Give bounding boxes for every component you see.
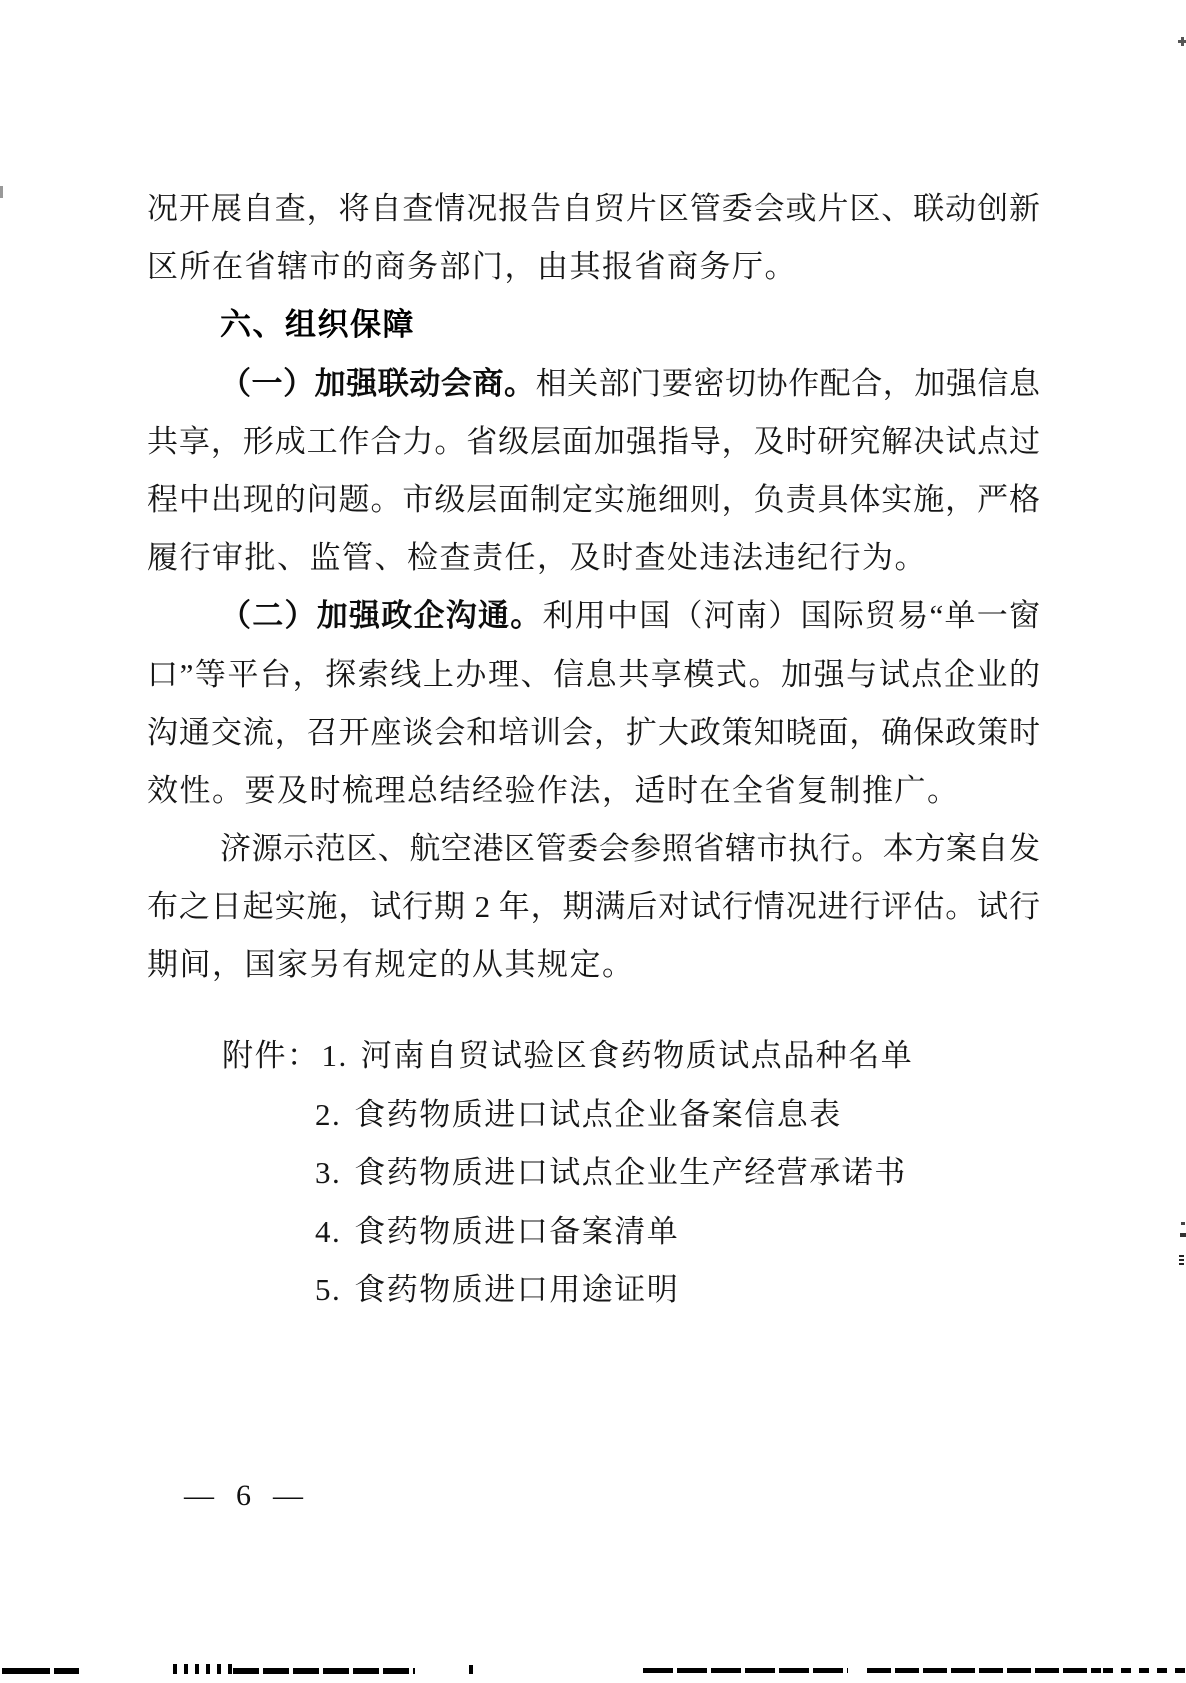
- body-text: 利用中国（河南）国际贸易“单一窗: [542, 598, 1040, 634]
- scan-artifact: [867, 1668, 1101, 1673]
- attachment-item: [147, 1027, 1067, 1086]
- body-line: 口”等平台，探索线上办理、信息共享模式。加强与试点企业的: [147, 656, 1040, 692]
- body-line: 程中出现的问题。市级层面制定实施细则，负责具体实施，严格: [147, 481, 1040, 517]
- scan-artifact: [643, 1668, 848, 1673]
- scan-artifact: [2, 1668, 50, 1674]
- scan-artifact: [1180, 1233, 1186, 1237]
- attachment-title: 河南自贸试验区食药物质试点品种名单: [360, 1038, 914, 1073]
- body-line: 布之日起实施，试行期 2 年，期满后对试行情况进行评估。试行: [147, 889, 1040, 925]
- body-line: 况开展自查，将自查情况报告自贸片区管委会或片区、联动创新: [147, 191, 1040, 226]
- paragraph-lead-label: （一）加强联动会商。: [220, 365, 536, 401]
- body-line: [147, 587, 1040, 645]
- page-number-dash-right: —: [273, 1479, 303, 1512]
- attachments-label: 附件：: [222, 1038, 320, 1073]
- scan-artifact: [173, 1664, 235, 1674]
- page-number-value: 6: [236, 1479, 251, 1512]
- page-number: [184, 1478, 303, 1514]
- attachment-title: 食药物质进口用途证明: [354, 1272, 680, 1308]
- body-line: 区所在省辖市的商务部门，由其报省商务厅。: [147, 249, 797, 285]
- attachment-item: [147, 1086, 1067, 1145]
- body-line: [147, 355, 1040, 413]
- body-text: 相关部门要密切协作配合，加强信息: [535, 365, 1041, 401]
- scan-artifact: [1179, 1254, 1184, 1265]
- body-line: 沟通交流，召开座谈会和培训会，扩大政策知晓面，确保政策时: [147, 714, 1040, 750]
- body-line: 共享，形成工作合力。省级层面加强指导，及时研究解决试点过: [147, 423, 1040, 459]
- body-line: 效性。要及时梳理总结经验作法，适时在全省复制推广。: [147, 772, 960, 808]
- attachments-list: [147, 1027, 1067, 1320]
- scan-artifact: [0, 186, 3, 198]
- attachment-item: [147, 1144, 1067, 1203]
- attachment-number: 1.: [321, 1038, 348, 1073]
- document-body: [147, 180, 1040, 995]
- page-number-dash-left: —: [184, 1479, 214, 1512]
- attachment-title: 食药物质进口备案清单: [354, 1213, 680, 1249]
- body-line: 济源示范区、航空港区管委会参照省辖市执行。本方案自发: [220, 831, 1040, 867]
- scan-artifact: [1181, 37, 1184, 46]
- attachment-number: 5.: [315, 1272, 342, 1308]
- attachment-item: [147, 1261, 1067, 1320]
- body-line: 期间，国家另有规定的从其规定。: [147, 947, 635, 983]
- paragraph-lead-label: （二）加强政企沟通。: [220, 598, 543, 634]
- scan-artifact: [54, 1668, 79, 1674]
- body-line: 履行审批、监管、检查责任，及时查处违法违纪行为。: [147, 540, 927, 576]
- attachment-title: 食药物质进口试点企业备案信息表: [354, 1096, 842, 1132]
- scan-artifact: [1103, 1668, 1186, 1673]
- scan-artifact: [233, 1668, 415, 1674]
- attachment-number: 2.: [315, 1096, 342, 1132]
- attachment-item: [147, 1203, 1067, 1262]
- attachment-number: 3.: [315, 1155, 342, 1191]
- attachment-title: 食药物质进口试点企业生产经营承诺书: [354, 1155, 907, 1191]
- scan-artifact: [1181, 1222, 1185, 1225]
- section-heading: 六、组织保障: [220, 307, 415, 343]
- attachment-number: 4.: [315, 1213, 342, 1249]
- scan-artifact: [469, 1665, 473, 1674]
